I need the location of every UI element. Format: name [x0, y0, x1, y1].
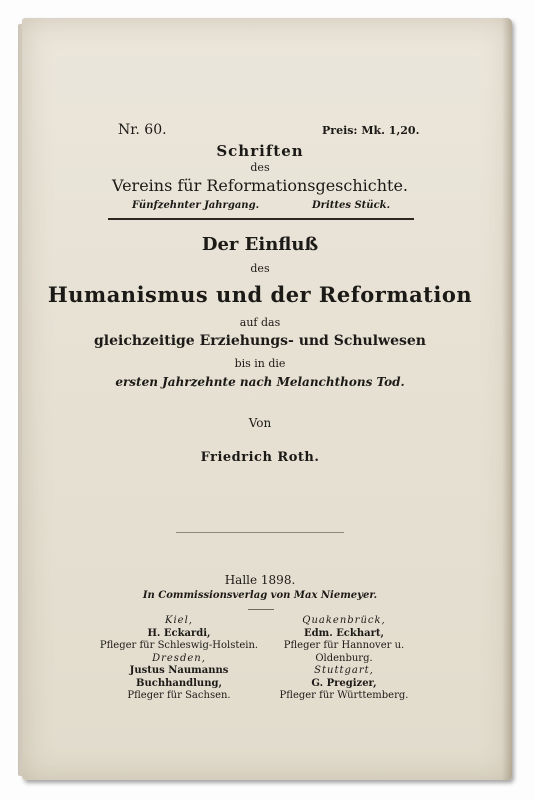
agents-right-column [254, 615, 434, 703]
agent-role: Pfleger für Württemberg. [279, 690, 409, 701]
series-number: Nr. 60. [118, 122, 167, 138]
title-line-2: des [250, 262, 270, 275]
divider-rule [176, 532, 344, 533]
agent-role: Pfleger für Schleswig-Holstein. [99, 640, 259, 651]
header-rule [108, 218, 414, 220]
title-line-1: Der Einfluß [201, 234, 319, 255]
title-line-5: gleichzeitige Erziehungs- und Schulwesen [94, 333, 426, 349]
series-title: Schriften [216, 142, 304, 160]
author-name: Friedrich Roth. [200, 450, 320, 465]
agent-city: Stuttgart, [314, 665, 374, 676]
short-rule [248, 609, 274, 610]
series-des: des [250, 161, 270, 174]
volume-label: Fünfzehnter Jahrgang. [132, 200, 260, 211]
title-line-7: ersten Jahrzehnte nach Melanchthons Tod. [115, 375, 405, 389]
society-name: Vereins für Reformationsgeschichte. [111, 176, 409, 195]
agent-city: Quakenbrück, [302, 615, 386, 626]
agent-name: Edm. Eckhart, [304, 627, 384, 639]
agents-left-column [94, 615, 264, 703]
title-line-4: auf das [239, 316, 281, 329]
author-by: Von [248, 416, 272, 430]
agent-city: Dresden, [152, 652, 206, 664]
place-year: Halle 1898. [224, 573, 296, 587]
agent-city: Kiel, [165, 615, 193, 626]
title-line-6: bis in die [234, 357, 286, 370]
agent-role: Pfleger für Hannover u. Oldenburg. [283, 640, 405, 664]
part-label: Drittes Stück. [312, 200, 391, 211]
agent-name: G. Pregizer, [311, 677, 377, 689]
agent-role: Pfleger für Sachsen. [127, 690, 231, 701]
agent-name: H. Eckardi, [147, 627, 211, 639]
title-main: Humanismus und der Reformation [47, 282, 473, 307]
publisher: In Commissionsverlag von Max Niemeyer. [142, 590, 378, 601]
price: Preis: Mk. 1,20. [322, 124, 420, 137]
booklet-cover [22, 18, 512, 780]
agent-name: Justus Naumanns Buchhandlung, [129, 665, 229, 689]
